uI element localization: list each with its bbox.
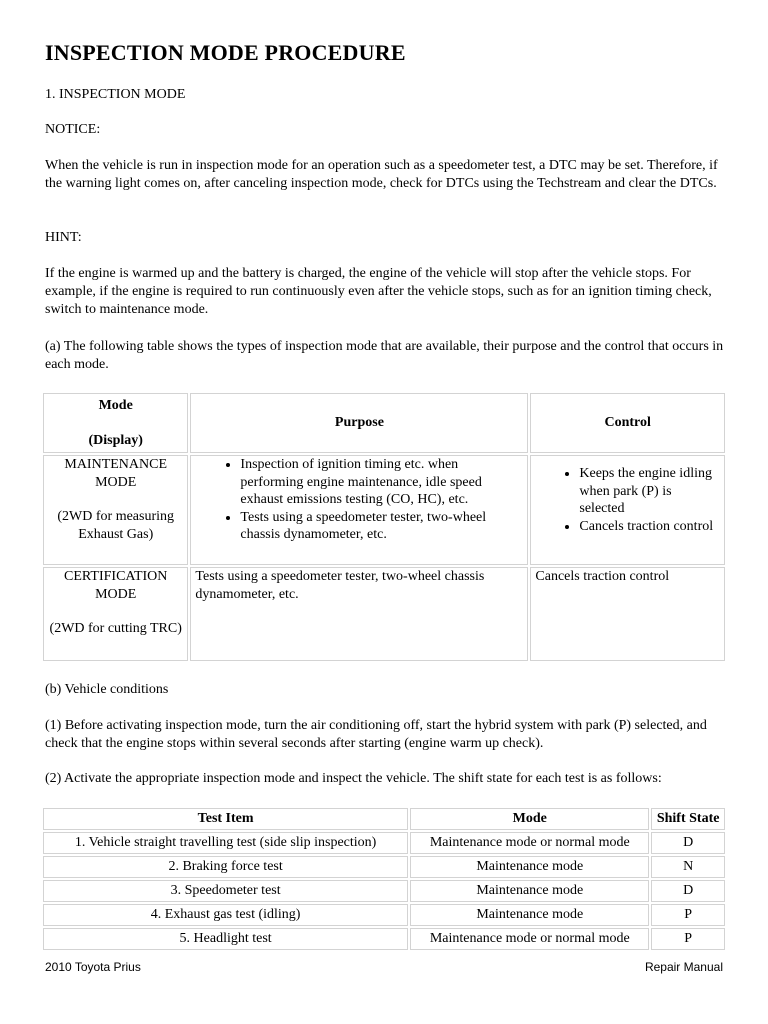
paragraph-2: (2) Activate the appropriate inspection mode and inspect the vehicle. The shift state for each test is as follows: [45,771,662,786]
purpose-cell: Tests using a speedometer tester, two-wheel chassis dynamometer, etc. [190,567,528,661]
test-item-cell: 4. Exhaust gas test (idling) [43,904,408,926]
paragraph-a: (a) The following table shows the types of inspection mode that are available, their purpose and the control that occurs in each mode. [45,339,724,372]
header-mode [43,393,188,453]
page-footer [45,960,723,978]
control-cell [530,455,725,565]
mode-name: MAINTENANCE MODE [64,457,168,490]
mode-cell: Maintenance mode or normal mode [410,832,649,854]
control-list [535,465,720,535]
mode-cell [43,567,188,661]
mode-name: CERTIFICATION MODE [64,569,168,602]
mode-display: (2WD for measuring Exhaust Gas) [57,509,175,542]
list-item: • Tests using a speedometer tester, two-wheel chassis dynamometer, etc. [240,509,523,544]
header-mode: Mode [410,808,649,830]
mode-cell: Maintenance mode [410,856,649,878]
header-mode-label: Mode [98,397,133,413]
notice-text: When the vehicle is run in inspection mode for an operation such as a speedometer test, a DTC may be set. Therefore, if the warning light comes on, after canceling inspection mode, check for DTCs using the Techstream and clear the DTCs. [45,158,718,191]
test-item-cell: 1. Vehicle straight travelling test (side slip inspection) [43,832,408,854]
table-header-row [43,808,725,830]
header-control: Control [530,393,725,453]
header-purpose: Purpose [190,393,528,453]
shift-state-cell: P [651,928,725,950]
mode-cell [43,455,188,565]
header-test-item: Test Item [43,808,408,830]
mode-cell: Maintenance mode [410,904,649,926]
shift-state-table [41,806,727,952]
list-item: • Cancels traction control [579,518,720,536]
test-item-cell: 2. Braking force test [43,856,408,878]
paragraph-1: (1) Before activating inspection mode, turn the air conditioning off, start the hybrid system with park (P) selected, and check that the engine stops within several seconds after starting (engine warm up check). [45,718,707,751]
hint-text: If the engine is warmed up and the battery is charged, the engine of the vehicle will stop after the vehicle stops. For example, if the engine is required to run continuously even after the vehicle stops, such as for an ignition timing check, switch to maintenance mode. [45,266,712,317]
control-cell: Cancels traction control [530,567,725,661]
table-row [43,455,725,565]
header-shift-state: Shift State [651,808,725,830]
shift-state-cell: D [651,880,725,902]
shift-state-cell: D [651,832,725,854]
mode-cell: Maintenance mode [410,880,649,902]
notice-label: NOTICE: [45,122,101,137]
table-row [43,856,725,878]
table-header-row [43,393,725,453]
table-row [43,567,725,661]
table-row [43,928,725,950]
footer-manual: Repair Manual [644,960,723,974]
page-title: INSPECTION MODE PROCEDURE [45,40,406,65]
table-row [43,832,725,854]
mode-display: (2WD for cutting TRC) [49,621,182,636]
list-item: • Keeps the engine idling when park (P) is selected [579,465,720,518]
test-item-cell: 3. Speedometer test [43,880,408,902]
footer-vehicle: 2010 Toyota Prius [45,960,141,974]
test-item-cell: 5. Headlight test [43,928,408,950]
table-row [43,880,725,902]
purpose-cell [190,455,528,565]
list-item: • Inspection of ignition timing etc. when performing engine maintenance, idle speed exhaust emissions testing (CO, HC), etc. [240,456,523,509]
purpose-list [195,456,523,544]
shift-state-cell: P [651,904,725,926]
hint-label: HINT: [45,230,82,245]
mode-cell: Maintenance mode or normal mode [410,928,649,950]
shift-state-cell: N [651,856,725,878]
section-heading: 1. INSPECTION MODE [45,87,186,102]
table-row [43,904,725,926]
paragraph-b: (b) Vehicle conditions [45,682,169,697]
header-mode-sub: (Display) [88,432,143,448]
inspection-mode-table [41,391,727,663]
